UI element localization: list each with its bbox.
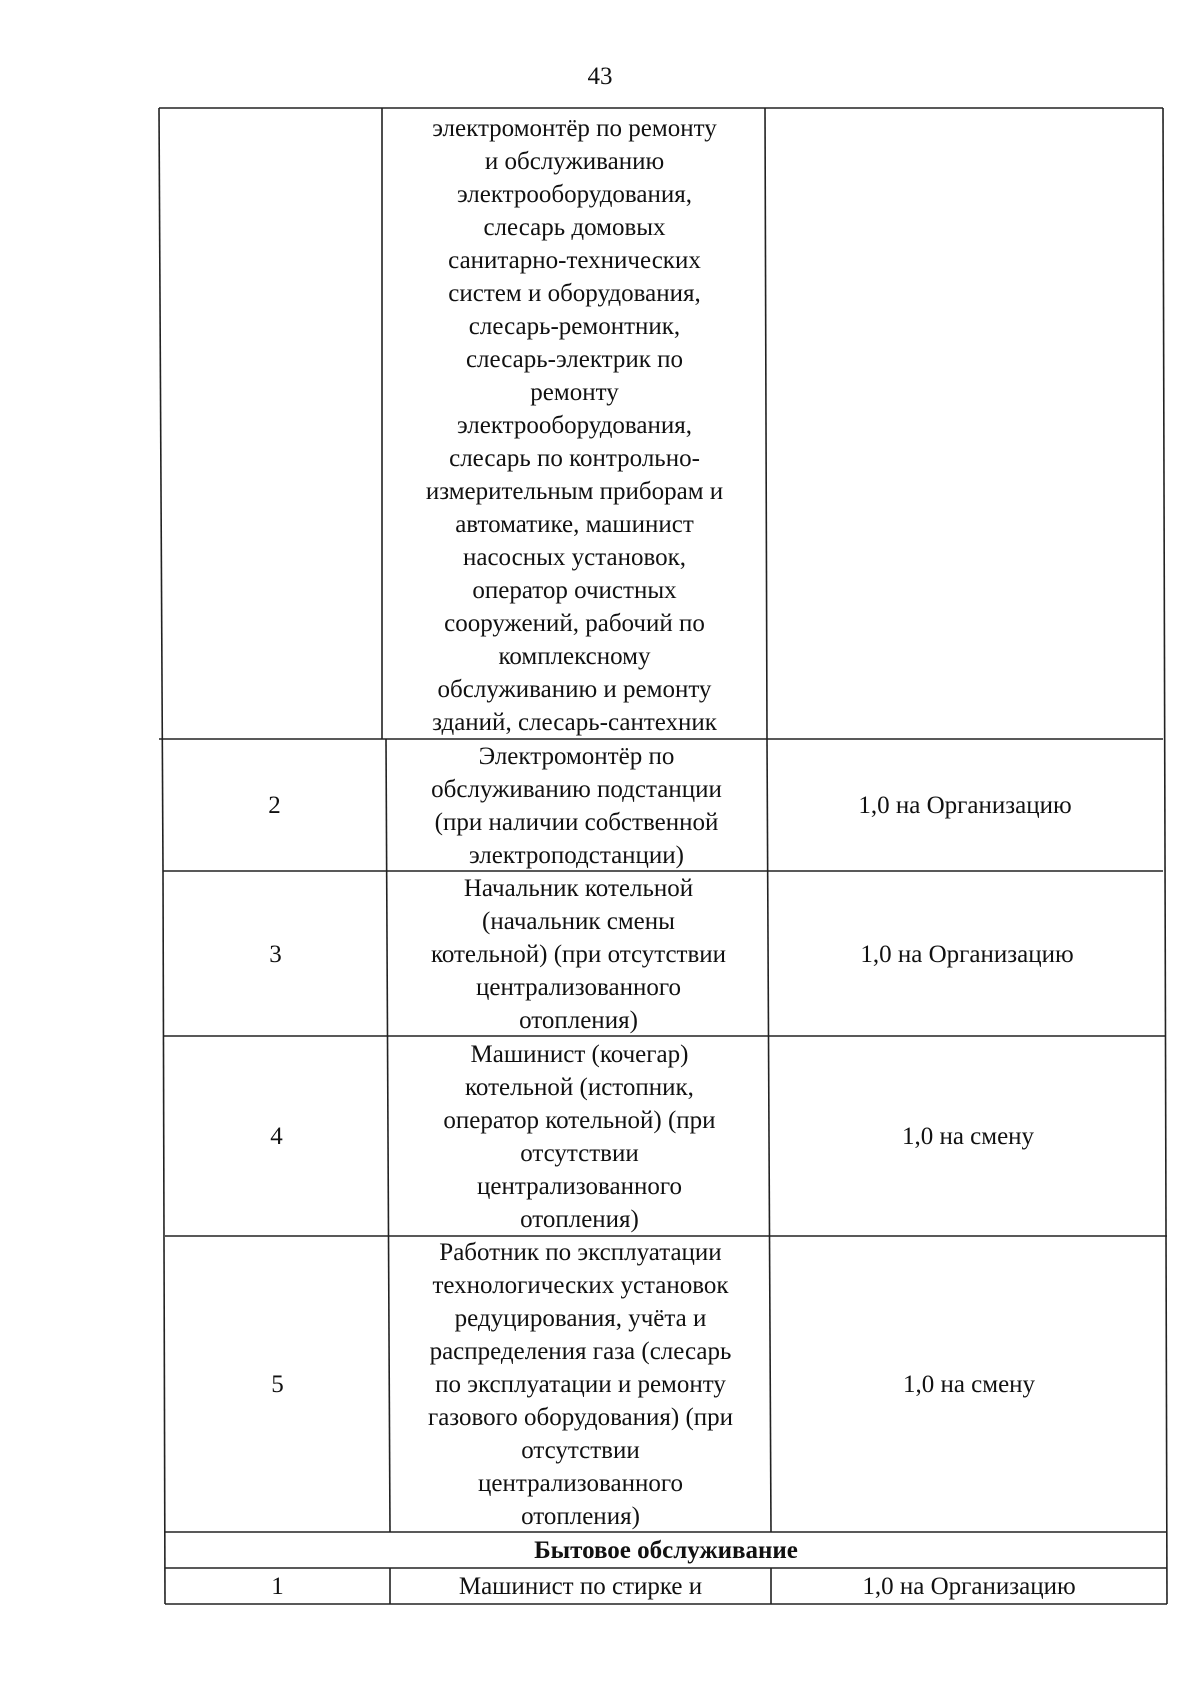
table-row-3-position xyxy=(388,872,769,1036)
position-text: Начальник котельной (начальник смены котельной) (при отсутствии централизованного отопления) xyxy=(430,874,727,1034)
table-row-3-norm: 1,0 на Организацию xyxy=(860,940,1074,968)
table-row-laundry-position: Машинист по стирке и xyxy=(458,1573,703,1600)
table-row-3-number: 3 xyxy=(269,940,282,968)
table-row-4-number: 4 xyxy=(270,1123,283,1150)
page-number: 43 xyxy=(587,63,613,90)
table-row-5-position xyxy=(390,1237,771,1532)
position-text: Работник по эксплуатации технологических установок редуцирования, учёта и распределения газа (слесарь по эксплуатации и ремонту газового оборудования) (при отсутствии централизованного отопления) xyxy=(427,1239,734,1530)
table-row-2-norm: 1,0 на Организацию xyxy=(858,792,1072,819)
table-row-4-position xyxy=(389,1037,770,1236)
table-row-5-number: 5 xyxy=(271,1371,284,1398)
table-row-2-position xyxy=(386,740,767,871)
table-row-laundry-number: 1 xyxy=(271,1573,284,1600)
table-row-continuation-number xyxy=(161,110,382,739)
position-text: Машинист (кочегар) котельной (истопник, оператор котельной) (при отсутствии централизованного отопления) xyxy=(443,1040,716,1233)
table-row-5-norm: 1,0 на смену xyxy=(902,1371,1036,1398)
table-row-4-norm: 1,0 на смену xyxy=(901,1123,1035,1150)
table-row-2-number: 2 xyxy=(268,792,281,819)
table-row-continuation-norm xyxy=(767,110,1163,739)
position-text: электромонтёр по ремонту и обслуживанию электрооборудования, слесарь домовых санитарно-технических систем и оборудования, слесарь-ремонтник, слесарь-электрик по ремонту электрооборудования, слесарь по контрольно- измерительным приборам и автоматике, машинист насосных установок, оператор очистных сооружений, рабочий по комплексному обслуживанию и ремонту зданий, слесарь-сантехник xyxy=(425,115,724,736)
section-title: Бытовое обслуживание xyxy=(534,1537,798,1564)
table-row-laundry-norm: 1,0 на Организацию xyxy=(862,1573,1076,1600)
table-row-continuation-position xyxy=(384,112,765,739)
position-text: Электромонтёр по обслуживанию подстанции (при наличии собственной электроподстанции) xyxy=(431,742,722,869)
